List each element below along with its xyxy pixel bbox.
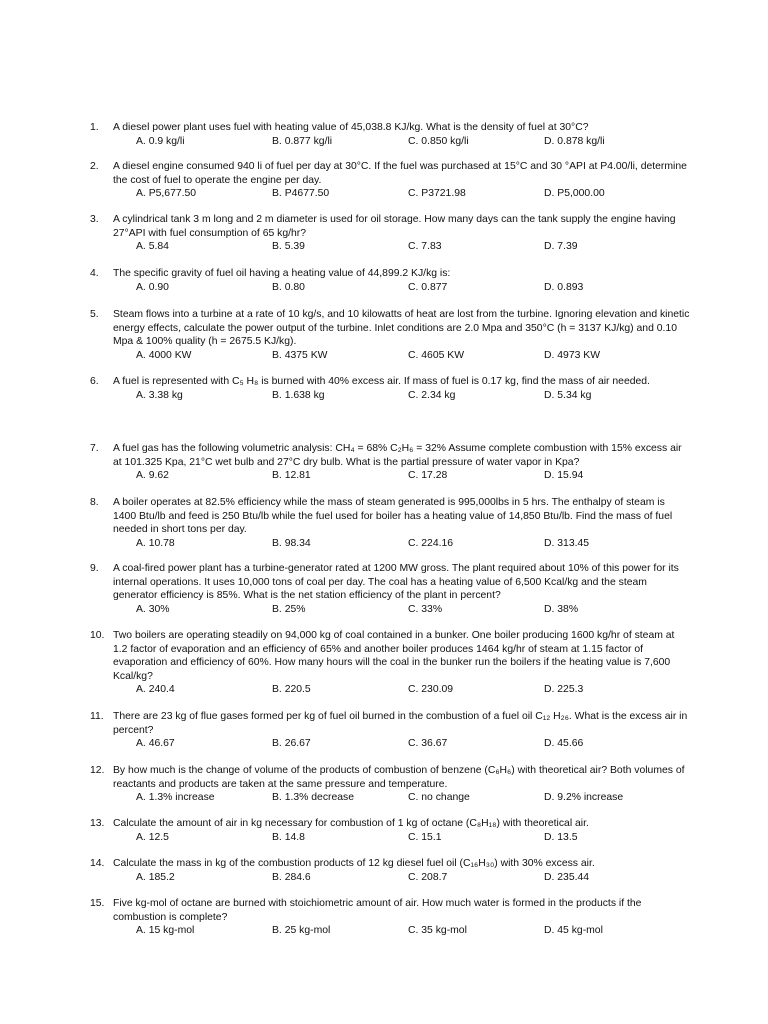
choice-c: C. 17.28 (408, 470, 448, 482)
choice-b: B. 98.34 (272, 537, 311, 549)
choice-d: D. 9.2% increase (544, 792, 624, 804)
question-text: There are 23 kg of flue gases formed per kg of fuel oil burned in the combustion of a fuel oil C₁₂ H₂₆. What is the excess air in percent? (113, 711, 688, 736)
choice-d: D. 313.45 (544, 537, 590, 549)
answer-choices (113, 281, 690, 295)
choice-b: B. 4375 KW (272, 349, 328, 361)
choice-a: A. 3.38 kg (136, 389, 183, 401)
choice-d: D. 235.44 (544, 871, 590, 883)
question-number: 1. (90, 122, 99, 133)
choice-b: B. 220.5 (272, 684, 311, 696)
choice-b: B. 284.6 (272, 871, 311, 883)
question-number: 8. (90, 497, 99, 508)
choice-a: A. 185.2 (136, 871, 175, 883)
answer-choices (113, 871, 690, 885)
choice-d: D. 7.39 (544, 241, 578, 253)
choice-b: B. 26.67 (272, 738, 311, 750)
choice-a: A. 0.9 kg/li (136, 135, 185, 147)
choice-d: D. 45 kg-mol (544, 925, 603, 937)
question-14 (90, 857, 690, 885)
answer-choices (113, 603, 690, 617)
choice-d: D. 15.94 (544, 470, 584, 482)
question-text: A boiler operates at 82.5% efficiency while the mass of steam generated is 995,000lbs in 5 hrs. The enthalpy of steam is 1400 Btu/lb and feed is 250 Btu/lb while the fuel used for boiler has a heating value of 14,850 Btu/lb. Find the mass of fuel needed in short tons per day. (113, 497, 673, 536)
choice-c: C. 7.83 (408, 241, 442, 253)
choice-b: B. 1.638 kg (272, 389, 325, 401)
choice-b: B. 0.80 (272, 281, 305, 293)
question-text: Steam flows into a turbine at a rate of 10 kg/s, and 10 kilowatts of heat are lost from the turbine. Ignoring elevation and kinetic energy effects, calculate the power output of the turbine. Inlet conditions are 2.0 Mpa and 350°C (h = 3137 KJ/kg) and 0.10 Mpa & 100% quality (h = 2675.5 KJ/kg). (113, 309, 690, 348)
choice-a: A. P5,677.50 (136, 188, 197, 200)
question-10 (90, 629, 690, 697)
question-7 (90, 442, 690, 483)
question-text: A diesel power plant uses fuel with heating value of 45,038.8 KJ/kg. What is the density of fuel at 30°C? (113, 122, 589, 133)
question-text: By how much is the change of volume of the products of combustion of benzene (C₆H₆) with theoretical air? Both volumes of reactants and products are taken at the same pressure and temperature. (113, 765, 685, 790)
question-11 (90, 710, 690, 751)
question-number: 10. (90, 630, 105, 641)
choice-d: D. 38% (544, 603, 579, 615)
question-number: 6. (90, 376, 99, 387)
question-2 (90, 160, 690, 201)
question-12 (90, 764, 690, 805)
choice-a: A. 5.84 (136, 241, 169, 253)
choice-c: C. 224.16 (408, 537, 454, 549)
choice-c: C. 36.67 (408, 738, 448, 750)
question-number: 2. (90, 161, 99, 172)
question-9 (90, 562, 690, 617)
choice-a: A. 9.62 (136, 470, 169, 482)
question-number: 11. (90, 711, 104, 722)
answer-choices (113, 240, 690, 254)
choice-a: A. 30% (136, 603, 170, 615)
choice-d: D. 225.3 (544, 684, 584, 696)
choice-a: A. 10.78 (136, 537, 175, 549)
choice-d: D. 4973 KW (544, 349, 601, 361)
answer-choices (113, 831, 690, 845)
question-number: 3. (90, 214, 99, 225)
choice-c: C. P3721.98 (408, 188, 466, 200)
question-number: 5. (90, 309, 99, 320)
question-8 (90, 496, 690, 551)
choice-a: A. 240.4 (136, 684, 175, 696)
answer-choices (113, 469, 690, 483)
question-number: 14. (90, 858, 105, 869)
question-number: 13. (90, 818, 105, 829)
question-number: 7. (90, 443, 99, 454)
answer-choices (113, 683, 690, 697)
question-number: 15. (90, 898, 105, 909)
choice-c: C. 230.09 (408, 684, 454, 696)
choice-d: D. 13.5 (544, 831, 578, 843)
choice-a: A. 12.5 (136, 831, 169, 843)
choice-b: B. P4677.50 (272, 188, 330, 200)
choice-c: C. 2.34 kg (408, 389, 456, 401)
choice-b: B. 0.877 kg/li (272, 135, 333, 147)
answer-choices (113, 537, 690, 551)
answer-choices (113, 187, 690, 201)
choice-b: B. 14.8 (272, 831, 305, 843)
answer-choices (113, 389, 690, 403)
choice-a: A. 46.67 (136, 738, 175, 750)
choice-c: C. 35 kg-mol (408, 925, 467, 937)
choice-c: C. 33% (408, 603, 443, 615)
choice-b: B. 25 kg-mol (272, 925, 331, 937)
choice-c: C. 15.1 (408, 831, 442, 843)
answer-choices (113, 924, 690, 938)
choice-b: B. 25% (272, 603, 306, 615)
answer-choices (113, 791, 690, 805)
question-text: A cylindrical tank 3 m long and 2 m diameter is used for oil storage. How many days can the tank supply the engine having 27°API with fuel consumption of 65 kg/hr? (113, 214, 676, 239)
question-text: A fuel is represented with C₅ H₈ is burned with 40% excess air. If mass of fuel is 0.17 kg, find the mass of air needed. (113, 376, 650, 387)
choice-a: A. 4000 KW (136, 349, 192, 361)
choice-c: C. 4605 KW (408, 349, 465, 361)
choice-d: D. 0.893 (544, 281, 584, 293)
choice-c: C. 208.7 (408, 871, 448, 883)
answer-choices (113, 349, 690, 363)
question-4 (90, 267, 690, 295)
question-15 (90, 897, 690, 938)
question-5 (90, 308, 690, 363)
question-number: 4. (90, 268, 99, 279)
question-text: Calculate the amount of air in kg necessary for combustion of 1 kg of octane (C₈H₁₈) with theoretical air. (113, 818, 589, 829)
question-6 (90, 375, 690, 403)
choice-d: D. P5,000.00 (544, 188, 605, 200)
choice-c: C. 0.850 kg/li (408, 135, 469, 147)
choice-a: A. 15 kg-mol (136, 925, 195, 937)
choice-d: D. 45.66 (544, 738, 584, 750)
choice-b: B. 5.39 (272, 241, 305, 253)
question-text: A fuel gas has the following volumetric analysis: CH₄ = 68% C₂H₆ = 32% Assume complete combustion with 15% excess air at 101.325 Kpa, 21°C wet bulb and 27°C dry bulb. What is the partial pressure of water vapor in Kpa? (113, 443, 682, 468)
question-text: Calculate the mass in kg of the combustion products of 12 kg diesel fuel oil (C₁₆H₃₀) with 30% excess air. (113, 858, 595, 869)
choice-b: B. 12.81 (272, 470, 311, 482)
question-text: Two boilers are operating steadily on 94,000 kg of coal contained in a bunker. One boiler producing 1600 kg/hr of steam at 1.2 factor of evaporation and an efficiency of 65% and another boiler produces 1464 kg/hr of steam at 1.15 factor of evaporation and efficiency of 60%. How many hours will the coal in the bunker run the boilers if the heating value is 7,600 Kcal/kg? (113, 630, 675, 682)
question-text: Five kg-mol of octane are burned with stoichiometric amount of air. How much water is formed in the products if the combustion is complete? (113, 898, 642, 923)
question-text: A coal-fired power plant has a turbine-generator rated at 1200 MW gross. The plant required about 10% of this power for its internal operations. It uses 10,000 tons of coal per day. The coal has a heating value of 6,500 Kcal/kg and the steam generator efficiency is 85%. What is the net station efficiency of the plant in percent? (113, 563, 679, 602)
question-13 (90, 817, 690, 845)
answer-choices (113, 737, 690, 751)
question-number: 12. (90, 765, 105, 776)
question-1 (90, 121, 690, 149)
question-number: 9. (90, 563, 99, 574)
choice-d: D. 5.34 kg (544, 389, 592, 401)
choice-a: A. 0.90 (136, 281, 169, 293)
choice-c: C. 0.877 (408, 281, 448, 293)
question-text: The specific gravity of fuel oil having a heating value of 44,899.2 KJ/kg is: (113, 268, 451, 279)
question-3 (90, 213, 690, 254)
answer-choices (113, 135, 690, 149)
choice-c: C. no change (408, 792, 470, 804)
choice-a: A. 1.3% increase (136, 792, 215, 804)
choice-d: D. 0.878 kg/li (544, 135, 605, 147)
question-text: A diesel engine consumed 940 li of fuel per day at 30°C. If the fuel was purchased at 15°C and 30 °API at P4.00/li, determine the cost of fuel to operate the engine per day. (113, 161, 687, 186)
choice-b: B. 1.3% decrease (272, 792, 355, 804)
